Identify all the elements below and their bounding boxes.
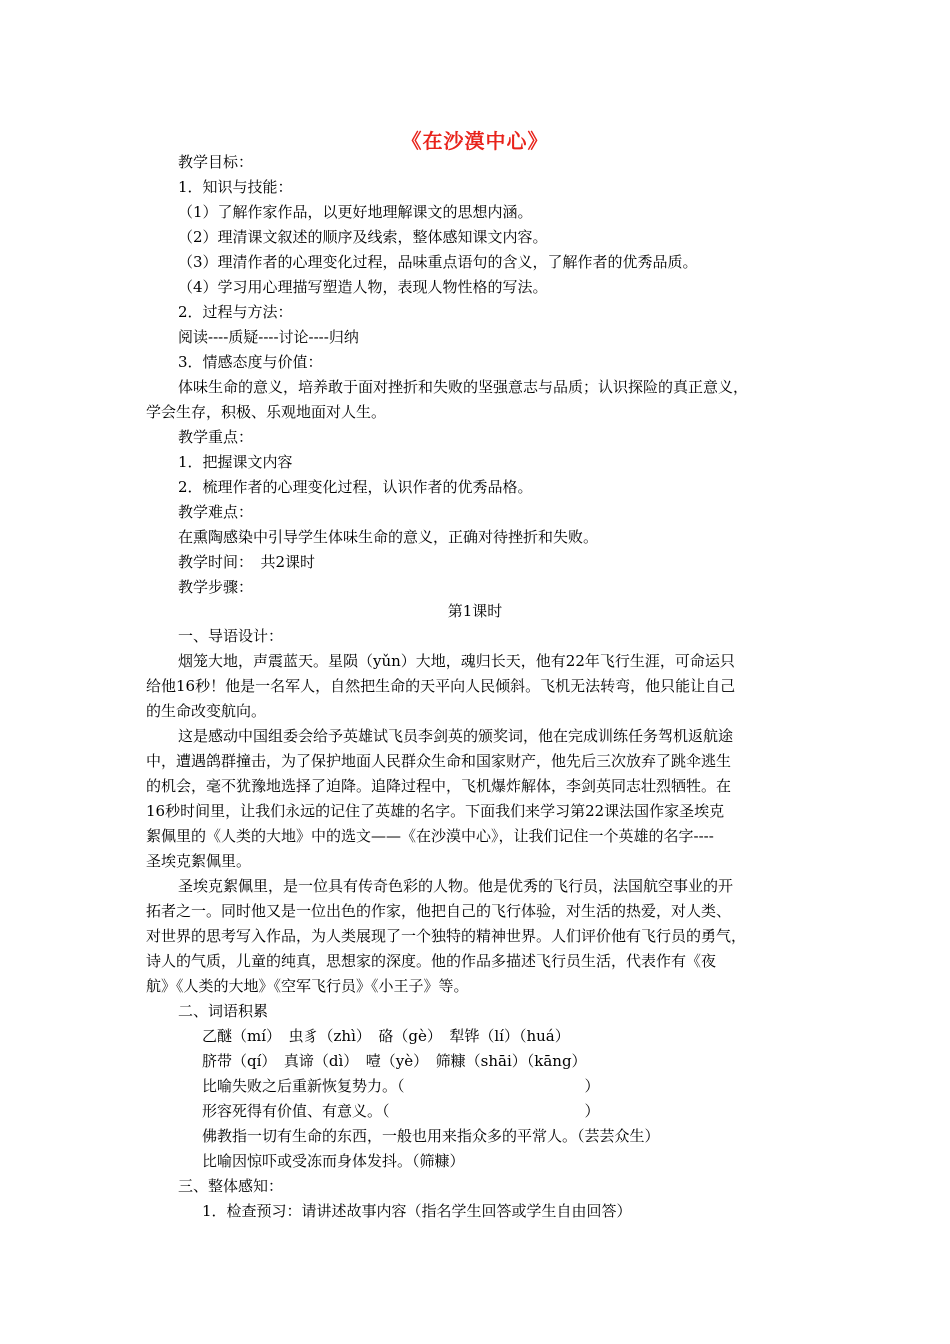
part-heading-overview: 三、整体感知： — [178, 1177, 284, 1195]
section-heading-steps: 教学步骤： — [178, 578, 254, 596]
paragraph-line: 的生命改变航向。 — [146, 702, 267, 720]
subsection-process-method: 2．过程与方法： — [178, 303, 293, 321]
process-steps: 阅读----质疑----讨论----归纳 — [178, 328, 359, 346]
paragraph-line: 对世界的思考写入作品，为人类展现了一个独特的精神世界。人们评价他有飞行员的勇气， — [146, 927, 747, 945]
paragraph-line: 中，遭遇鸽群撞击，为了保护地面人民群众生命和国家财产，他先后三次放弃了跳伞逃生 — [146, 752, 732, 770]
paragraph-line: 絮佩里的《人类的大地》中的选文——《在沙漠中心》，让我们记住一个英雄的名字---- — [146, 827, 714, 845]
overview-item-1: 1．检查预习：请讲述故事内容（指名学生回答或学生自由回答） — [202, 1202, 632, 1220]
paragraph-line: 给他16秒！他是一名军人，自然把生命的天平向人民倾斜。飞机无法转弯，他只能让自己 — [146, 677, 736, 695]
vocabulary-definition: 比喻失败之后重新恢复势力。（ ） — [202, 1077, 600, 1095]
objective-item-4: （4）学习用心理描写塑造人物，表现人物性格的写法。 — [178, 278, 548, 296]
key-point-item-1: 1．把握课文内容 — [178, 453, 293, 471]
paragraph-line: 圣埃克絮佩里，是一位具有传奇色彩的人物。他是优秀的飞行员，法国航空事业的开 — [178, 877, 734, 895]
vocabulary-definition: 形容死得有价值、有意义。（ ） — [202, 1102, 600, 1120]
teaching-time: 教学时间： 共2课时 — [178, 553, 316, 571]
section-heading-difficulties: 教学难点： — [178, 503, 254, 521]
section-heading-key-points: 教学重点： — [178, 428, 254, 446]
objective-item-3: （3）理清作者的心理变化过程，品味重点语句的含义，了解作者的优秀品质。 — [178, 253, 698, 271]
subsection-knowledge-skills: 1．知识与技能： — [178, 178, 293, 196]
objective-item-2: （2）理清课文叙述的顺序及线索，整体感知课文内容。 — [178, 228, 548, 246]
difficulty-text: 在熏陶感染中引导学生体味生命的意义，正确对待挫折和失败。 — [178, 528, 599, 546]
paragraph-line: 学会生存，积极、乐观地面对人生。 — [146, 403, 387, 421]
section-heading-objectives: 教学目标： — [178, 153, 254, 171]
vocabulary-definition: 佛教指一切有生命的东西，一般也用来指众多的平常人。（芸芸众生） — [202, 1127, 660, 1145]
subsection-attitude-values: 3．情感态度与价值： — [178, 353, 323, 371]
vocabulary-definition: 比喻因惊吓或受冻而身体发抖。（筛糠） — [202, 1152, 465, 1170]
objective-item-1: （1）了解作家作品，以更好地理解课文的思想内涵。 — [178, 203, 533, 221]
paragraph-line: 烟笼大地，声震蓝天。星陨（yǔn）大地，魂归长天，他有22年飞行生涯，可命运只 — [178, 652, 735, 670]
paragraph-line: 这是感动中国组委会给予英雄试飞员李剑英的颁奖词，他在完成训练任务驾机返航途 — [178, 727, 734, 745]
paragraph-line: 航》《人类的大地》《空军飞行员》《小王子》等。 — [146, 977, 469, 995]
paragraph-line: 16秒时间里，让我们永远的记住了英雄的名字。下面我们来学习第22课法国作家圣埃克 — [146, 802, 725, 820]
paragraph-line: 圣埃克絮佩里。 — [146, 852, 252, 870]
vocabulary-row: 脐带（qí） 真谛（dì） 噎（yè） 筛糠（shāi）（kāng） — [202, 1052, 587, 1070]
lesson-heading: 第1课时 — [447, 602, 503, 620]
part-heading-vocabulary: 二、词语积累 — [178, 1002, 269, 1020]
key-point-item-2: 2．梳理作者的心理变化过程，认识作者的优秀品格。 — [178, 478, 533, 496]
paragraph-line: 体味生命的意义，培养敢于面对挫折和失败的坚强意志与品质；认识探险的真正意义， — [178, 378, 749, 396]
part-heading-introduction: 一、导语设计： — [178, 627, 284, 645]
paragraph-line: 诗人的气质，儿童的纯真，思想家的深度。他的作品多描述飞行员生活，代表作有《夜 — [146, 952, 717, 970]
document-title: 《在沙漠中心》 — [401, 129, 549, 153]
vocabulary-row: 乙醚（mí） 虫豸（zhì） 硌（gè） 犁铧（lí）（huá） — [202, 1027, 570, 1045]
paragraph-line: 的机会，毫不犹豫地选择了迫降。追降过程中，飞机爆炸解体，李剑英同志壮烈牺牲。在 — [146, 777, 732, 795]
paragraph-line: 拓者之一。同时他又是一位出色的作家，他把自己的飞行体验，对生活的热爱，对人类、 — [146, 902, 732, 920]
